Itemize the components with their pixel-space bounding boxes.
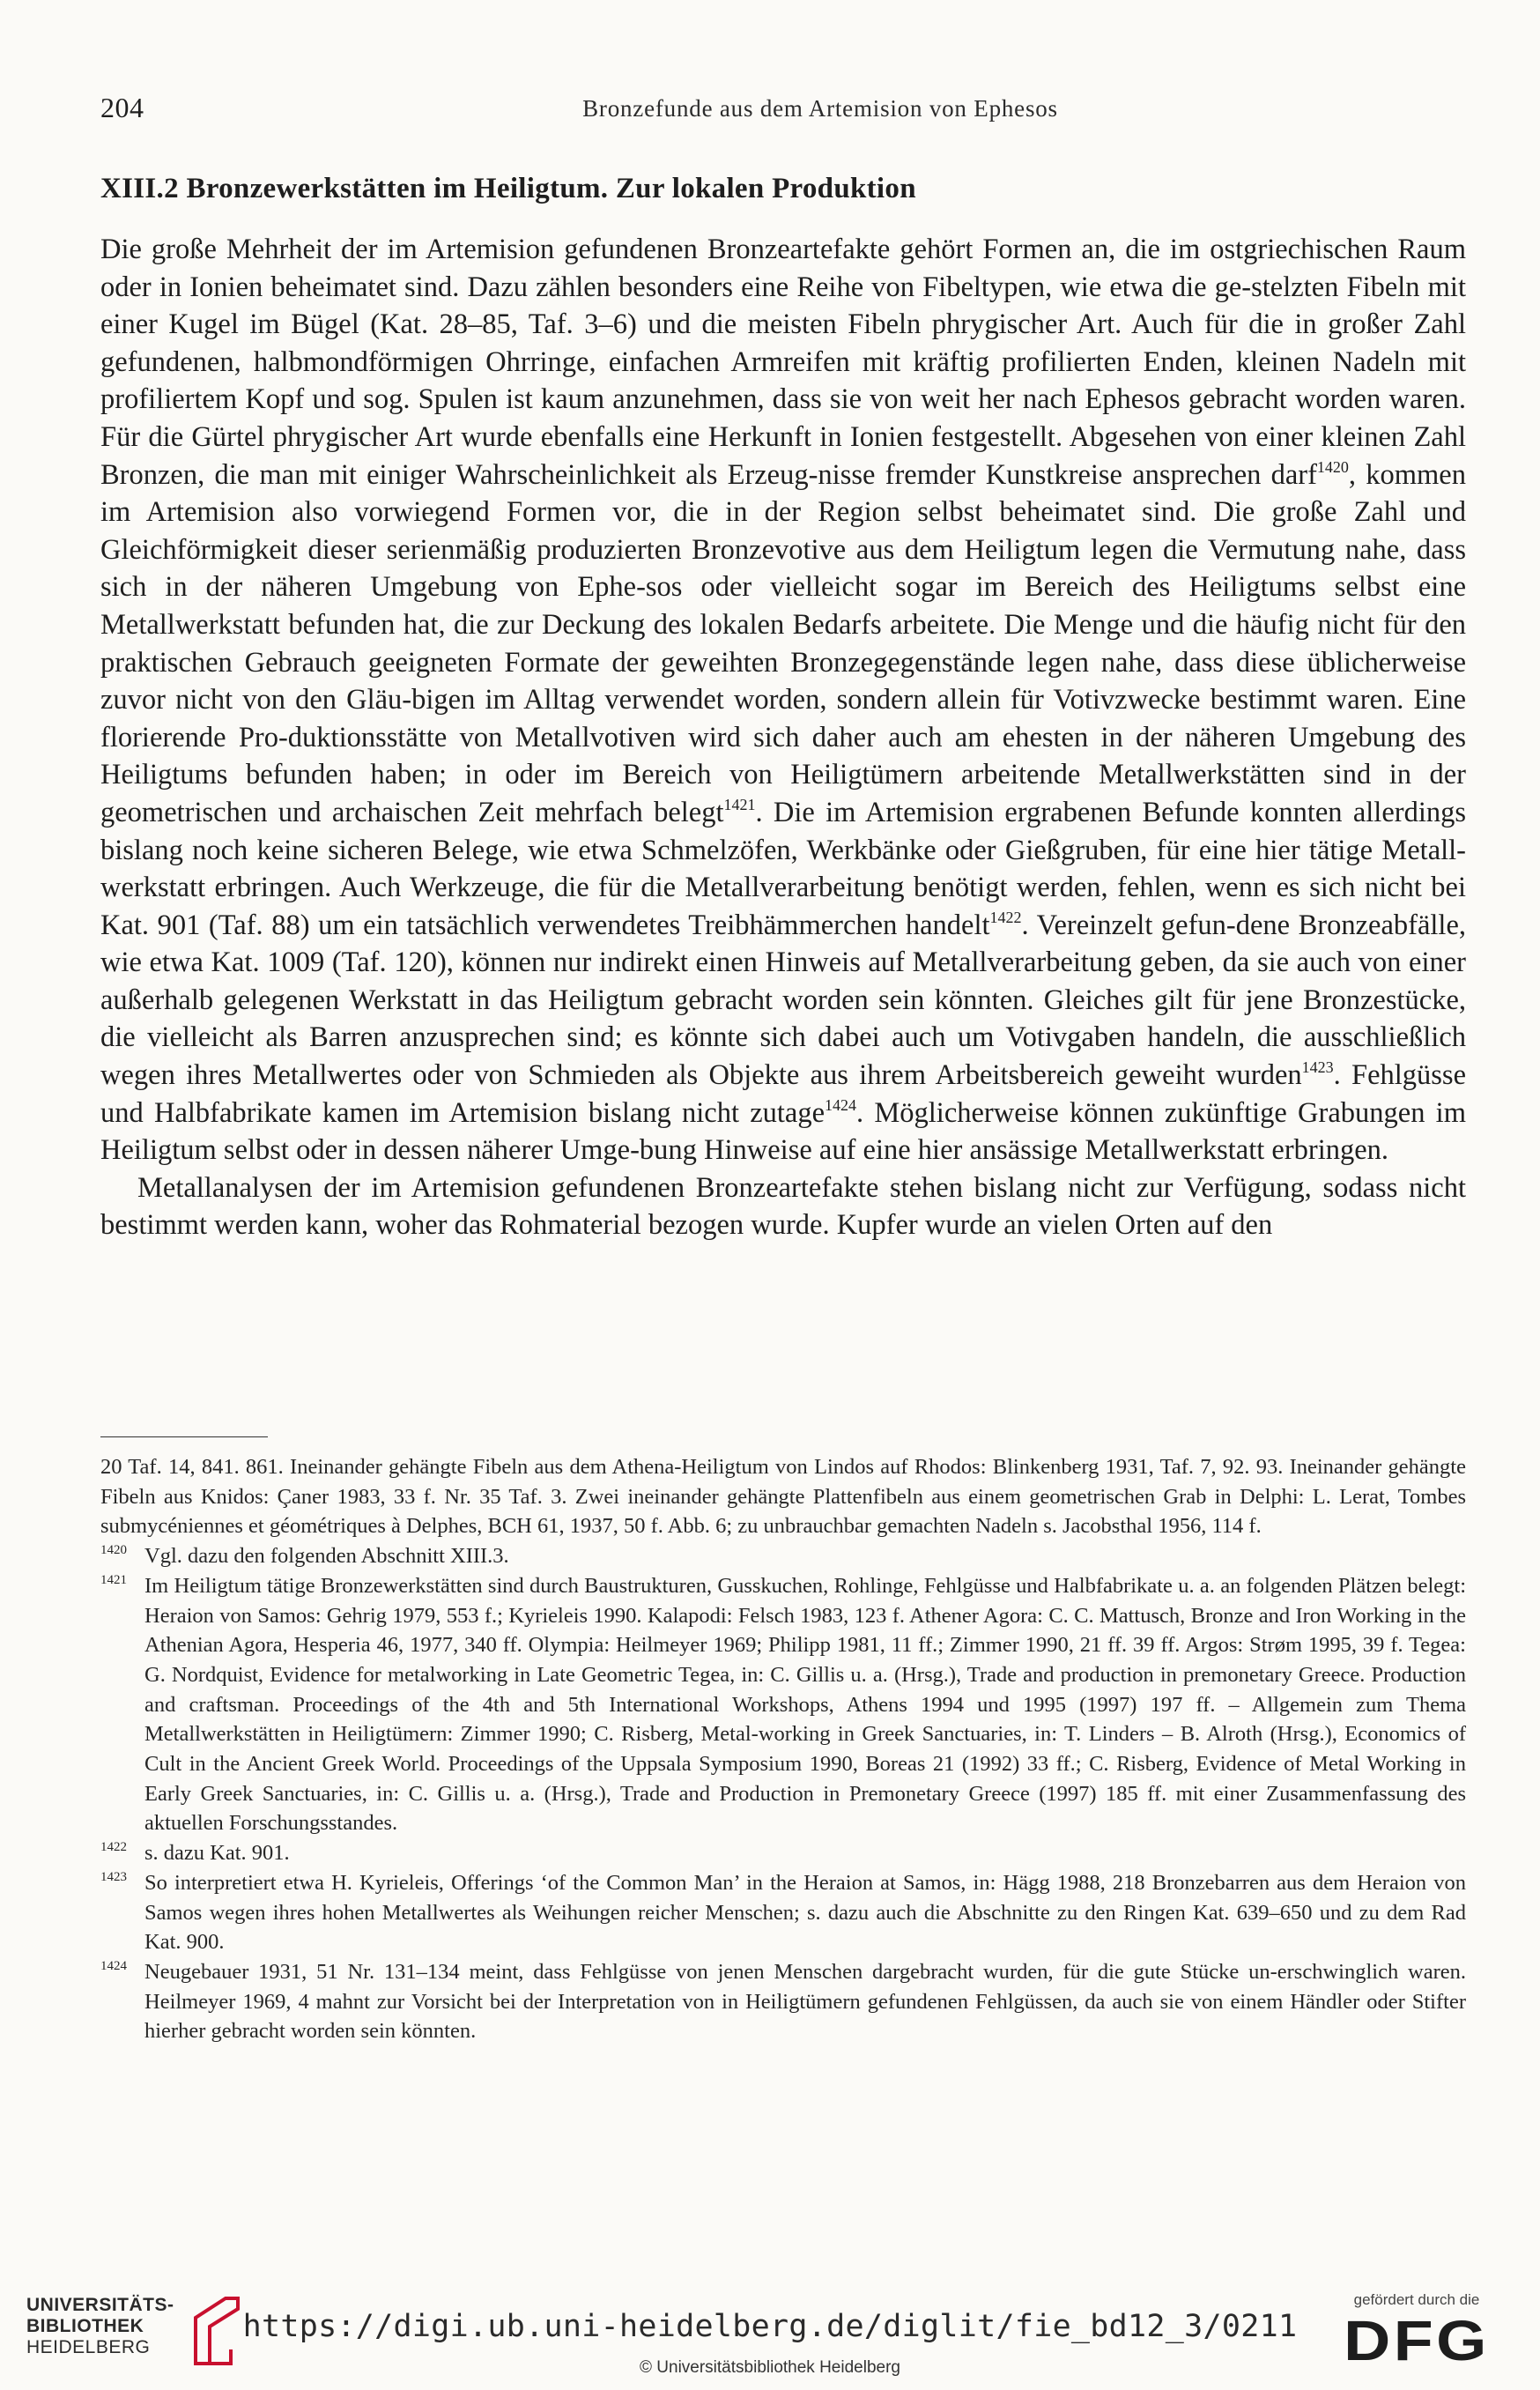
permalink-url[interactable]: https://digi.ub.uni-heidelberg.de/diglit/fie_bd12_3/0211 <box>242 2309 1298 2344</box>
paragraph-2: Metallanalysen der im Artemision gefundenen Bronzeartefakte stehen bislang nicht zur Verfügung, sodass nicht bestimmt werden kann, woher das Rohmaterial bezogen wurde. Kupfer wurde an vielen Orten auf den <box>100 1171 1466 1242</box>
footnote-text: So interpretiert etwa H. Kyrieleis, Offerings ‘of the Common Man’ in the Heraion at Samos, in: Hägg 1988, 218 Bronzebarren aus dem Heraion von Samos wegen ihres hohen Metallwertes als Weihungen reicher Menschen; s. dazu auch die Abschnitte zu den Ringen Kat. 639–650 und zu dem Rad Kat. 900. <box>144 1870 1466 1955</box>
body-text <box>100 231 1466 1244</box>
footnote-number: 1420 <box>100 1543 127 1558</box>
text-span: . Vereinzelt gefun-dene Bronzeabfälle, wie etwa Kat. 1009 (Taf. 120), können nur indirekt einen Hinweis auf Metallverarbeitung geben, da sie auch von einer außerhalb gelegenen Werkstatt in das Heiligtum gebracht worden sein könnten. Gleiches gilt für jene Bronzestücke, die vielleicht als Barren anzusprechen sind; es könnte sich dabei auch um Votivgaben handeln, die ausschließlich wegen ihres Metallwertes oder von Schmieden als Objekte aus ihrem Arbeitsbereich geweiht wurden <box>100 909 1466 1092</box>
footnote-continued: 20 Taf. 14, 841. 861. Ineinander gehängte Fibeln aus dem Athena-Heiligtum von Lindos auf Rhodos: Blinkenberg 1931, Taf. 7, 92. 93. Ineinander gehängte Fibeln aus Knidos: Çaner 1983, 33 f. Nr. 35 Taf. 3. Zwei ineinander gehängte Plattenfibeln aus einem geometrischen Grab in Delphi: L. Lerat, Tombes submycéniennes et géométriques à Delphes, BCH 61, 1937, 50 f. Abb. 6; zu unbrauchbar gemachten Nadeln s. Jacobsthal 1956, 114 f. <box>100 1455 1466 1539</box>
running-head <box>100 92 1470 136</box>
footnote-number: 1422 <box>100 1840 127 1855</box>
library-name-line: BIBLIOTHEK <box>26 2316 144 2336</box>
dfg-logo: DFG <box>1344 2309 1490 2372</box>
footnote-text: Im Heiligtum tätige Bronzewerkstätten sind durch Baustrukturen, Gusskuchen, Rohlinge, Fehlgüsse und Halbfabrikate u. a. an folgenden Plätzen belegt: Heraion von Samos: Gehrig 1979, 553 f.; Kyrieleis 1990. Kalapodi: Felsch 1983, 123 f. Athener Agora: C. C. Mattusch, Bronze and Iron Working in the Athenian Agora, Hesperia 46, 1977, 340 ff. Olympia: Heilmeyer 1969; Philipp 1981, 11 ff.; Zimmer 1990, 21 ff. 39 ff. Argos: Strøm 1995, 39 f. Tegea: G. Nordquist, Evidence for metalworking in Late Geometric Tegea, in: C. Gillis u. a. (Hrsg.), Trade and production in premonetary Greece. Production and craftsman. Proceedings of the 4th and 5th International Workshops, Athens 1994 und 1995 (1997) 197 ff. – Allgemein zum Thema Metallwerkstätten in Heiligtümern: Zimmer 1990; C. Risberg, Metal-working in Greek Sanctuaries, in: T. Linders – B. Alroth (Hrsg.), Economics of Cult in the Ancient Greek World. Proceedings of the Uppsala Symposium 1990, Boreas 21 (1992) 33 ff.; C. Risberg, Evidence of Metal Working in Early Greek Sanctuaries, in: C. Gillis u. a. (Hrsg.), Trade and Production in Premonetary Greece (1997) 185 ff. mit einer Zusammenfassung des aktuellen Forschungsstandes. <box>144 1573 1466 1836</box>
paragraph-1 <box>100 231 1466 1169</box>
footnote-text: Vgl. dazu den folgenden Abschnitt XIII.3. <box>144 1544 509 1569</box>
footnote-ref-1422[interactable]: 1422 <box>989 908 1022 926</box>
footnotes <box>100 1452 1466 2046</box>
text-span: . Fehlgüsse und Halbfabrikate kamen im Artemision bislang nicht zutage <box>100 1059 1467 1129</box>
footnote-number: 1421 <box>100 1572 127 1587</box>
sponsor-label: gefördert durch die <box>1353 2291 1480 2308</box>
footnote-number: 1423 <box>100 1869 127 1884</box>
sponsor-block[interactable] <box>1329 2291 1505 2371</box>
footnote-ref-1423[interactable]: 1423 <box>1301 1058 1334 1077</box>
text-span: Die große Mehrheit der im Artemision gefundenen Bronzeartefakte gehört Formen an, die im ostgriechischen Raum oder in Ionien beheimatet sind. Dazu zählen besonders eine Reihe von Fibeltypen, wie etwa die ge-stelzten Fibeln mit einer Kugel im Bügel (Kat. 28–85, Taf. 3–6) und die meisten Fibeln phrygischer Art. Auch für die in großer Zahl gefundenen, halbmondförmigen Ohrringe, einfachen Armreifen mit kräftig profilierten Enden, kleinen Nadeln mit profiliertem Kopf und sog. Spulen ist kaum anzunehmen, dass sie von weit her nach Ephesos gebracht worden waren. Für die Gürtel phrygischer Art wurde ebenfalls eine Herkunft in Ionien festgestellt. Abgesehen von einer kleinen Zahl Bronzen, die man mit einiger Wahrscheinlichkeit als Erzeug-nisse fremder Kunstkreise ansprechen darf <box>100 234 1466 491</box>
text-span: . Die im Artemision ergrabenen Befunde konnten allerdings bislang noch keine sicheren Belege, wie etwa Schmelzöfen, Werkbänke oder Gießgruben, für eine hier tätige Metall-werkstatt erbringen. Auch Werkzeuge, die für die Metallverarbeitung benötigt werden, fehlen, wenn es sich nicht bei Kat. 901 (Taf. 88) um ein tatsächlich verwendetes Treibhämmerchen handelt <box>100 796 1466 941</box>
footnote-1421 <box>100 1571 1466 1838</box>
text-span: , kommen im Artemision also vorwiegend Formen vor, die in der Region selbst beheimatet sind. Die große Zahl und Gleichförmigkeit dieser serienmäßig produzierten Bronzevotive aus dem Heiligtum legen die Vermutung nahe, dass sich in der näheren Umgebung von Ephe-sos oder vielleicht sogar im Bereich des Heiligtums selbst eine Metallwerkstatt befunden hat, die zur Deckung des lokalen Bedarfs arbeitete. Die Menge und die häufig nicht für den praktischen Gebrauch geeigneten Formate der geweihten Bronzegegenstände legen nahe, dass diese üblicherweise zuvor nicht von den Gläu-bigen im Alltag verwendet worden, sondern allein für Votivzwecke bestimmt waren. Eine florierende Pro-duktionsstätte von Metallvotiven wird sich daher auch am ehesten in der näheren Umgebung des Heiligtums befunden haben; in oder im Bereich von Heiligtümern arbeitende Metallwerkstätten sind in der geometrischen und archaischen Zeit mehrfach belegt <box>100 458 1466 828</box>
running-title: Bronzefunde aus dem Artemision von Ephesos <box>582 95 1058 122</box>
footnote-ref-1421[interactable]: 1421 <box>723 795 756 813</box>
footnote-1423 <box>100 1868 1466 1957</box>
footer-bar <box>0 2274 1540 2390</box>
page-number: 204 <box>100 92 144 123</box>
library-name-line: HEIDELBERG <box>26 2337 151 2357</box>
footnote-1424 <box>100 1957 1466 2046</box>
library-name-line: UNIVERSITÄTS- <box>26 2295 174 2315</box>
footnote-ref-1420[interactable]: 1420 <box>1316 457 1349 476</box>
footnote-1422 <box>100 1838 1466 1868</box>
section-title: XIII.2 Bronzewerkstätten im Heiligtum. Zur lokalen Produktion <box>100 173 916 204</box>
text-span: . Möglicherweise können zukünftige Grabungen im Heiligtum selbst oder in dessen näherer Umge-bung Hinweise auf eine hier ansässige Metallwerkstatt erbringen. <box>100 1096 1466 1167</box>
footnote-text: Neugebauer 1931, 51 Nr. 131–134 meint, dass Fehlgüsse von jenen Menschen dargebracht wurden, für die gute Stücke un-erschwinglich waren. Heilmeyer 1969, 4 mahnt zur Vorsicht bei der Interpretation von in Heiligtümern gefundenen Fehlgüssen, da auch sie von einem Händler oder Stifter hierher gebracht worden sein könnten. <box>144 1959 1466 2044</box>
footnote-number: 1424 <box>100 1958 127 1973</box>
footnote-ref-1424[interactable]: 1424 <box>825 1095 857 1114</box>
footnote-1420 <box>100 1541 1466 1571</box>
copyright-notice: © Universitätsbibliothek Heidelberg <box>640 2358 900 2377</box>
footnote-text: s. dazu Kat. 901. <box>144 1841 290 1866</box>
footnote-separator <box>100 1436 268 1437</box>
